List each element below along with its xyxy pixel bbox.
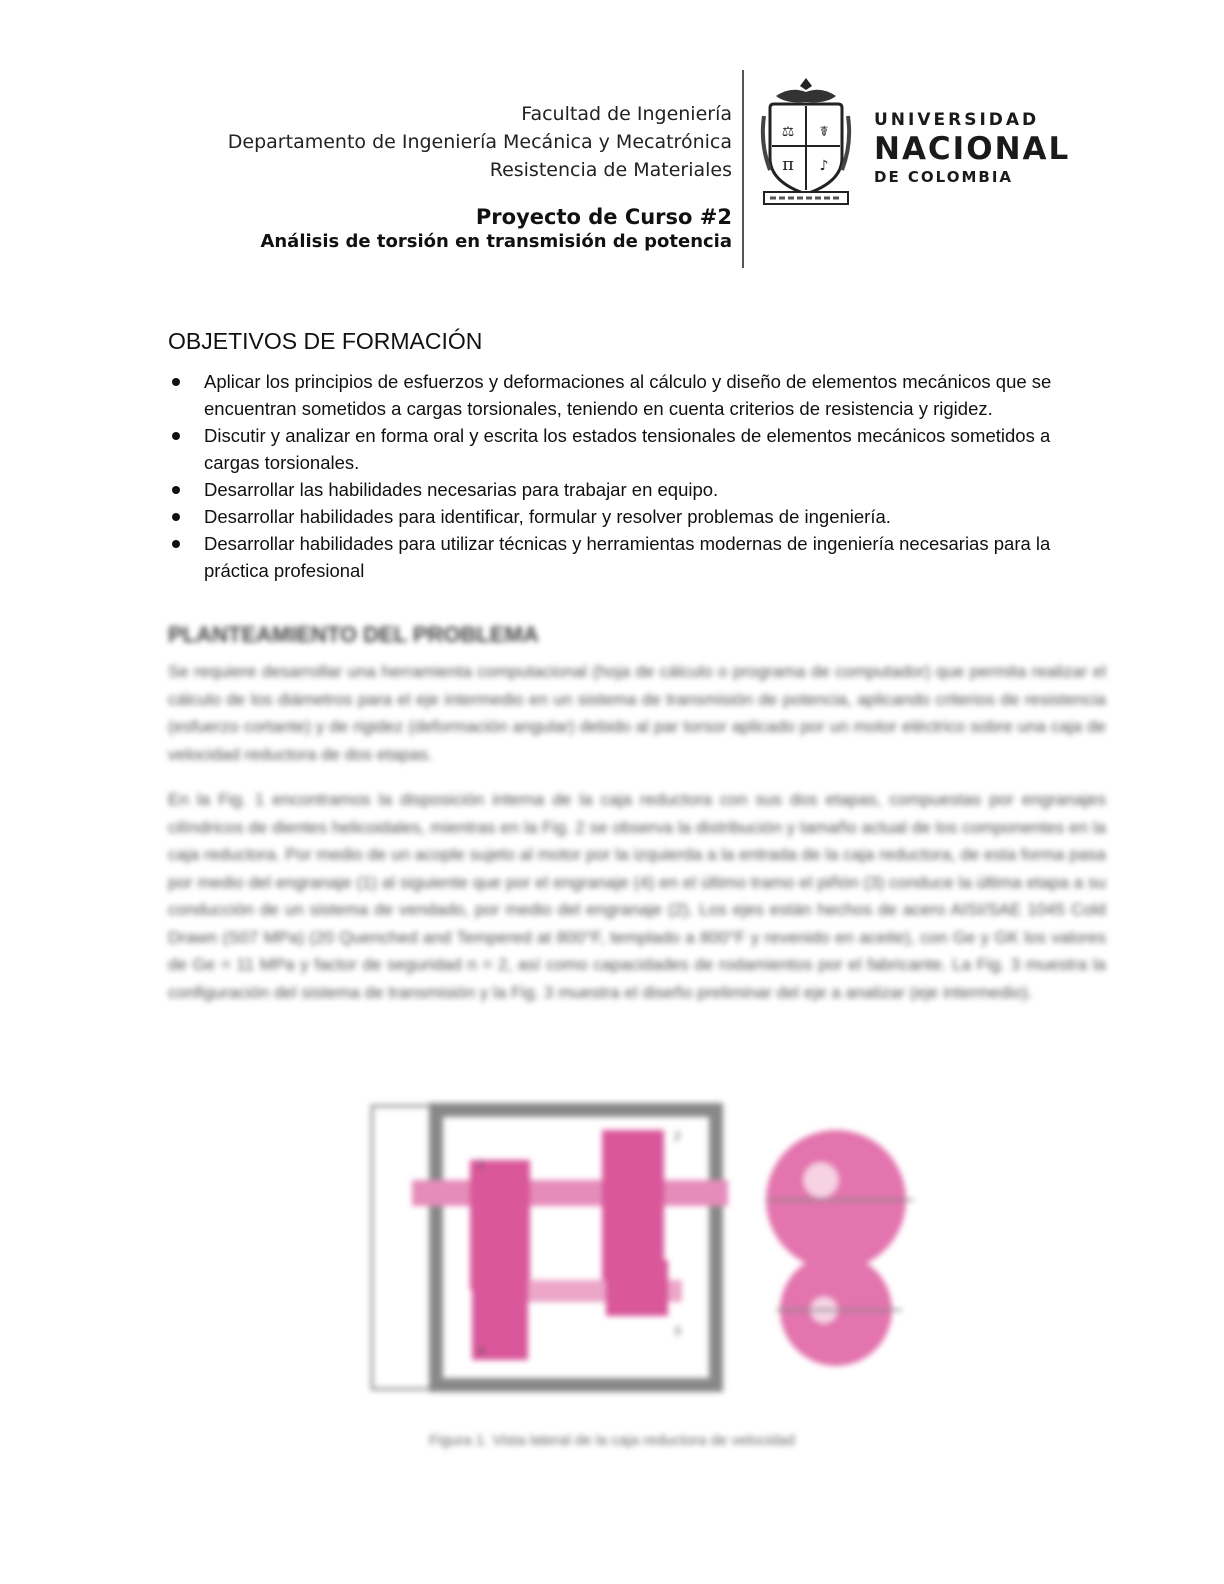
gear-2 bbox=[602, 1130, 664, 1280]
project-subtitle: Análisis de torsión en transmisión de potencia bbox=[260, 231, 732, 252]
label-4: 4 bbox=[478, 1344, 485, 1358]
logo-line-1: UNIVERSIDAD bbox=[874, 110, 1040, 130]
problem-paragraph-2: En la Fig. 1 encontramos la disposición interna de la caja reductora con sus dos etapas, compuestas por engranajes cilíndricos de dientes helicoidales, mientras en la Fig. 2 se observa la distribución y tamaño actual de los componentes en la caja reductora. Por medio de un acople sujeto al motor por la izquierda a la entrada de la caja reductora, de esta forma pasa por medio del engranaje (1) al siguiente que por el engranaje (4) en el último tramo el piñón (3) conduce la última etapa a su conducción de un sistema de vendado, por medio del engranaje (2). Los ejes están hechos de acero AISI/SAE 1045 Cold Drawn (S07 MPa) (20 Quenched and Tempered at 800°F, templado a 800°F y revenido en aceite), con Ge y GK los valores de Ge = 11 MPa y factor de seguridad n = 2, así como capacidades de rodamientos por el fabricante. La Fig. 3 muestra la configuración del sistema de transmisión y la Fig. 3 muestra el diseño preliminar del eje a analizar (eje intermedio). bbox=[168, 790, 1106, 1002]
svg-text:⚖: ⚖ bbox=[781, 124, 795, 140]
input-shaft bbox=[412, 1180, 728, 1206]
housing-outline bbox=[372, 1106, 718, 1389]
svg-text:☤: ☤ bbox=[819, 124, 829, 140]
side-gear-large-hub bbox=[803, 1162, 839, 1198]
objective-item: Discutir y analizar en forma oral y escrita los estados tensionales de elementos mecánicos sometidos a cargas torsionales. bbox=[168, 422, 1108, 476]
objective-item: Desarrollar habilidades para identificar, formular y resolver problemas de ingeniería. bbox=[168, 503, 1108, 530]
logo-line-2: NACIONAL bbox=[874, 131, 1071, 167]
university-logo bbox=[874, 108, 1070, 188]
department-name: Departamento de Ingeniería Mecánica y Mecatrónica bbox=[227, 131, 732, 153]
objective-item: Desarrollar las habilidades necesarias para trabajar en equipo. bbox=[168, 476, 1108, 503]
label-1: 1 bbox=[478, 1157, 485, 1171]
course-name: Resistencia de Materiales bbox=[489, 159, 732, 181]
objective-item: Desarrollar habilidades para utilizar técnicas y herramientas modernas de ingeniería necesarias para la práctica profesional bbox=[168, 530, 1108, 584]
objectives-list bbox=[168, 368, 1108, 584]
label-2: 2 bbox=[674, 1129, 681, 1143]
svg-text:π: π bbox=[782, 154, 794, 175]
faculty-name: Facultad de Ingeniería bbox=[521, 103, 732, 125]
objectives-heading: OBJETIVOS DE FORMACIÓN bbox=[168, 328, 483, 354]
objective-item: Aplicar los principios de esfuerzos y deformaciones al cálculo y diseño de elementos mecánicos que se encuentran sometidos a cargas torsionales, teniendo en cuenta criterios de resistencia y rigidez. bbox=[168, 368, 1108, 422]
svg-text:♪: ♪ bbox=[819, 158, 829, 174]
label-3: 3 bbox=[674, 1324, 681, 1338]
header-divider bbox=[742, 70, 744, 268]
problem-paragraph-1: Se requiere desarrollar una herramienta computacional (hoja de cálculo o programa de computador) que permita realizar el cálculo de los diámetros para el eje intermedio en un sistema de transmisión de potencia, aplicando criterios de resistencia (esfuerzo cortante) y de rigidez (deformación angular) debido al par torsor aplicado por un motor eléctrico sobre una caja de velocidad reductora de dos etapas. bbox=[168, 662, 1106, 764]
logo-line-3: DE COLOMBIA bbox=[874, 168, 1014, 186]
project-title: Proyecto de Curso #2 bbox=[475, 205, 732, 229]
university-crest-icon bbox=[756, 74, 856, 210]
problem-heading: PLANTEAMIENTO DEL PROBLEMA bbox=[168, 622, 539, 647]
figure-caption: Figura 1. Vista lateral de la caja reductora de velocidad bbox=[429, 1432, 795, 1449]
gear-4 bbox=[606, 1260, 668, 1316]
document-header bbox=[228, 100, 732, 254]
gearbox-figure bbox=[366, 1100, 926, 1395]
